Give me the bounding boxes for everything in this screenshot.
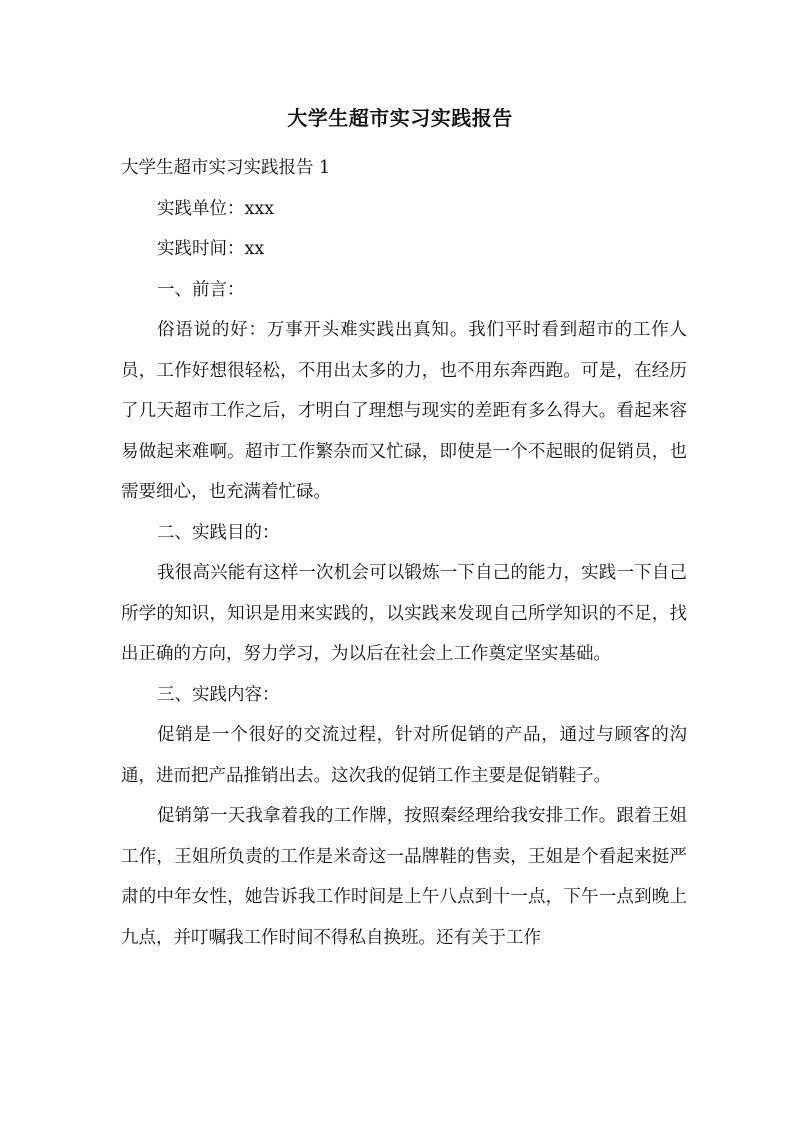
document-title: 大学生超市实习实践报告 bbox=[287, 106, 513, 130]
section-heading-content: 三、实践内容： bbox=[157, 684, 280, 705]
practice-time-line: 实践时间：xx bbox=[157, 239, 265, 259]
document-subtitle: 大学生超市实习实践报告 1 bbox=[121, 158, 331, 178]
preface-paragraph: 俗语说的好：万事开头难实践出真知。我们平时看到超市的工作人员，工作好想很轻松，不用出太多的力，也不用东奔西跑。可是，在经历了几天超市工作之后，才明白了理想与现实的差距有多么得大。看起来容易做起来难啊。超市工作繁杂而又忙碌，即使是一个不起眼的促销员，也需要细心，也充满着忙碌。 bbox=[121, 320, 687, 502]
content-paragraph-2: 促销第一天我拿着我的工作牌，按照秦经理给我安排工作。跟着王姐工作，王姐所负责的工作是米奇这一品牌鞋的售卖，王姐是个看起来挺严肃的中年女性，她告诉我工作时间是上午八点到十一点，下午一点到晚上九点，并叮嘱我工作时间不得私自换班。还有关于工作 bbox=[121, 806, 687, 948]
purpose-paragraph: 我很高兴能有这样一次机会可以锻炼一下自己的能力，实践一下自己所学的知识，知识是用来实践的，以实践来发现自己所学知识的不足，找出正确的方向，努力学习，为以后在社会上工作奠定坚实基础。 bbox=[121, 563, 687, 664]
document-body bbox=[121, 148, 687, 958]
content-paragraph-1: 促销是一个很好的交流过程，针对所促销的产品，通过与顾客的沟通，进而把产品推销出去。这次我的促销工作主要是促销鞋子。 bbox=[121, 725, 687, 786]
section-heading-purpose: 二、实践目的： bbox=[157, 522, 280, 543]
practice-unit-line: 实践单位：xxx bbox=[157, 198, 275, 219]
section-heading-preface: 一、前言： bbox=[157, 279, 245, 300]
